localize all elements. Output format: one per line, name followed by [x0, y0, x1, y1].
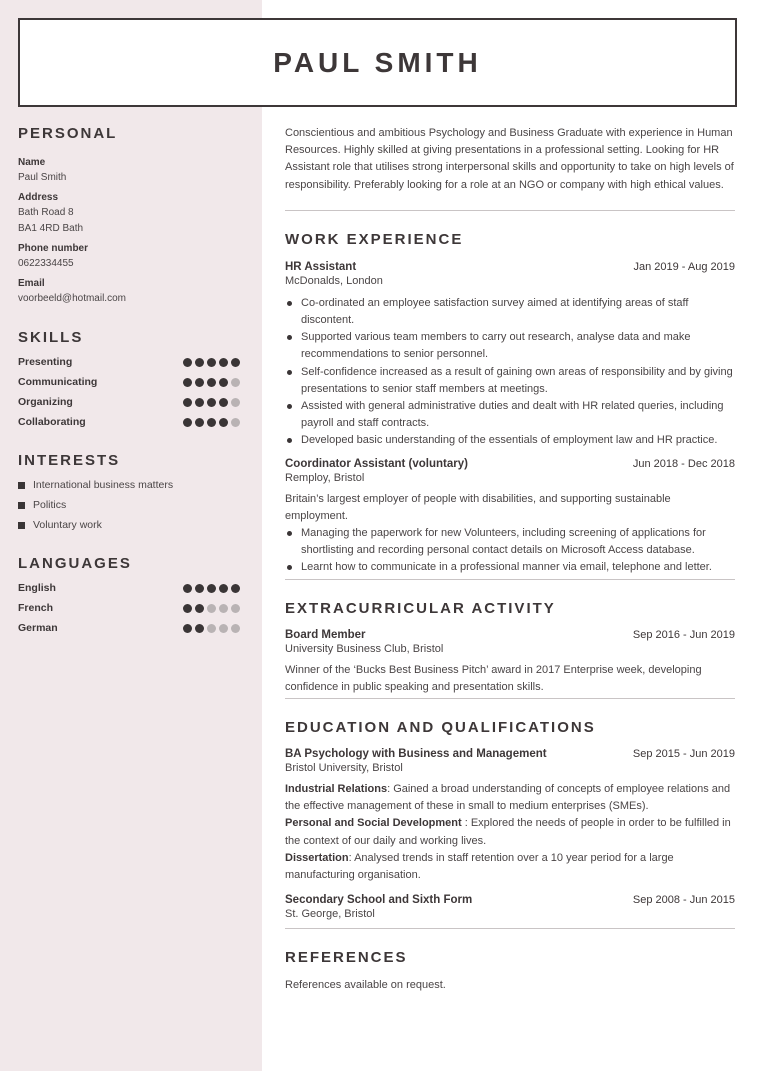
list-item: Supported various team members to carry out research, analyse data and make recommendations to senior personnel.: [285, 329, 735, 363]
main-content: [285, 125, 735, 994]
rating-dot-filled: [219, 418, 228, 427]
rating-dot-filled: [207, 378, 216, 387]
square-bullet-icon: [18, 502, 25, 509]
skill-row: [18, 352, 240, 372]
rating-dot-filled: [195, 378, 204, 387]
education-title: EDUCATION AND QUALIFICATIONS: [285, 719, 596, 737]
language-label: English: [18, 582, 56, 594]
personal-email: [18, 277, 240, 307]
phone-value: 0622334455: [18, 258, 74, 269]
divider: [285, 579, 735, 580]
degree-module: Dissertation: Analysed trends in staff retention over a 10 year period for a large manufacturing organisation.: [285, 851, 674, 882]
phone-label: Phone number: [18, 243, 89, 254]
job-date: Jan 2019 - Aug 2019: [633, 260, 735, 273]
skills-title: SKILLS: [18, 329, 84, 346]
job-org: McDonalds, London: [285, 274, 383, 287]
rating-dot-filled: [195, 398, 204, 407]
degree-date: Sep 2015 - Jun 2019: [632, 748, 735, 761]
skill-row: [18, 392, 240, 412]
interest-item: Voluntary work: [18, 515, 240, 535]
job-org: Remploy, Bristol: [285, 471, 365, 484]
rating-dot-empty: [231, 624, 240, 633]
degree-title: BA Psychology with Business and Management: [285, 748, 547, 761]
address-label: Address: [18, 192, 59, 203]
language-rating: [183, 624, 240, 633]
rating-dot-empty: [231, 418, 240, 427]
skill-label: Communicating: [18, 376, 98, 388]
divider: [285, 698, 735, 699]
degree-module: Personal and Social Development : Explored the needs of people in order to be fulfilled in the context of our daily and working lives.: [285, 817, 731, 847]
personal-address: [18, 191, 240, 237]
rating-dot-empty: [231, 398, 240, 407]
rating-dot-filled: [183, 418, 192, 427]
rating-dot-filled: [183, 624, 192, 633]
divider: [285, 210, 735, 211]
interests-title: INTERESTS: [18, 452, 121, 469]
degree-org: Bristol University, Bristol: [285, 762, 403, 775]
activity-date: Sep 2016 - Jun 2019: [632, 628, 735, 641]
references-text: References available on request.: [285, 979, 446, 992]
square-bullet-icon: [18, 482, 25, 489]
rating-dot-filled: [183, 584, 192, 593]
language-row: [18, 598, 240, 618]
job-title: HR Assistant: [285, 260, 357, 273]
rating-dot-filled: [195, 418, 204, 427]
language-label: German: [18, 622, 58, 634]
interests-list: [18, 475, 240, 535]
rating-dot-filled: [207, 418, 216, 427]
skill-label: Presenting: [18, 356, 73, 368]
square-bullet-icon: [18, 522, 25, 529]
rating-dot-filled: [219, 584, 228, 593]
extracurricular-title: EXTRACURRICULAR ACTIVITY: [285, 599, 556, 617]
activity-role: Board Member: [285, 628, 366, 641]
divider: [285, 928, 735, 929]
profile-summary: Conscientious and ambitious Psychology and Business Graduate with experience in Human Resources. Highly skilled at giving presentations in a professional setting. Looking for HR Assistant role that utilises strong interpersonal skills and opportunity to take on high levels of responsibility. Preferably looking for a role at an NGO or company with high ethical values.: [285, 127, 734, 191]
rating-dot-filled: [183, 378, 192, 387]
rating-dot-empty: [219, 604, 228, 613]
skill-label: Organizing: [18, 396, 73, 408]
school-date: Sep 2008 - Jun 2015: [632, 894, 735, 907]
name-header: [18, 18, 737, 107]
language-row: [18, 618, 240, 638]
sidebar: [18, 125, 240, 638]
language-row: [18, 578, 240, 598]
email-label: Email: [18, 278, 45, 289]
rating-dot-filled: [183, 604, 192, 613]
candidate-name: PAUL SMITH: [273, 46, 482, 78]
name-value: Paul Smith: [18, 172, 67, 183]
job-date: Jun 2018 - Dec 2018: [632, 457, 735, 470]
email-value: voorbeeld@hotmail.com: [18, 293, 126, 304]
activity-entry: [285, 629, 735, 696]
skill-rating: [183, 358, 240, 367]
rating-dot-empty: [231, 604, 240, 613]
rating-dot-filled: [207, 584, 216, 593]
language-rating: [183, 584, 240, 593]
job-intro: Britain’s largest employer of people with disabilities, and supporting sustainable employment.: [285, 492, 671, 522]
list-item: Self-confidence increased as a result of gaining own areas of responsibility and by giving presentations to senior staff members at meetings.: [285, 364, 735, 398]
language-label: French: [18, 602, 54, 614]
activity-desc: Winner of the ‘Bucks Best Business Pitch’ award in 2017 Enterprise week, developing confidence in public speaking and presentation skills.: [285, 663, 702, 693]
skill-row: [18, 372, 240, 392]
languages-title: LANGUAGES: [18, 555, 132, 572]
skill-rating: [183, 398, 240, 407]
work-title: WORK EXPERIENCE: [285, 230, 464, 248]
list-item: Developed basic understanding of the essentials of employment law and HR practice.: [285, 432, 735, 449]
degree-module: Industrial Relations: Gained a broad understanding of concepts of employee relations and the effective management of these in small to medium enterprises (SMEs).: [285, 783, 731, 813]
personal-name: [18, 156, 240, 186]
rating-dot-empty: [219, 624, 228, 633]
rating-dot-filled: [231, 358, 240, 367]
job-entry: [285, 261, 735, 450]
job-title: Coordinator Assistant (voluntary): [285, 457, 468, 470]
job-bullets: [285, 525, 735, 577]
list-item: Learnt how to communicate in a professional manner via email, telephone and letter.: [285, 559, 735, 576]
personal-phone: [18, 242, 240, 272]
rating-dot-filled: [219, 378, 228, 387]
list-item: Co-ordinated an employee satisfaction survey aimed at identifying areas of staff discontent.: [285, 295, 735, 329]
rating-dot-filled: [195, 358, 204, 367]
school-title: Secondary School and Sixth Form: [285, 894, 473, 907]
rating-dot-filled: [195, 584, 204, 593]
name-label: Name: [18, 157, 46, 168]
languages-list: [18, 578, 240, 638]
language-rating: [183, 604, 240, 613]
skills-list: [18, 352, 240, 432]
skill-row: [18, 412, 240, 432]
interest-item: Politics: [18, 495, 240, 515]
job-entry: [285, 458, 735, 577]
skill-label: Collaborating: [18, 416, 86, 428]
list-item: Assisted with general administrative duties and dealt with HR related queries, including payroll and staff contracts.: [285, 398, 735, 432]
activity-org: University Business Club, Bristol: [285, 642, 444, 655]
rating-dot-filled: [219, 398, 228, 407]
rating-dot-filled: [207, 358, 216, 367]
rating-dot-filled: [195, 624, 204, 633]
job-bullets: [285, 295, 735, 450]
personal-title: PERSONAL: [18, 125, 118, 142]
skill-rating: [183, 378, 240, 387]
rating-dot-filled: [195, 604, 204, 613]
skill-rating: [183, 418, 240, 427]
school-org: St. George, Bristol: [285, 908, 375, 921]
rating-dot-empty: [207, 604, 216, 613]
address-line1: Bath Road 8: [18, 207, 74, 218]
list-item: Managing the paperwork for new Volunteers, including screening of applications for shortlisting and recording personal contact details on Microsoft Access database.: [285, 525, 735, 559]
rating-dot-empty: [207, 624, 216, 633]
rating-dot-filled: [219, 358, 228, 367]
education-entry: [285, 748, 735, 884]
rating-dot-filled: [231, 584, 240, 593]
rating-dot-empty: [231, 378, 240, 387]
rating-dot-filled: [183, 398, 192, 407]
interest-item: International business matters: [18, 475, 240, 495]
education-entry: [285, 894, 735, 922]
address-line2: BA1 4RD Bath: [18, 223, 84, 234]
rating-dot-filled: [207, 398, 216, 407]
references-title: REFERENCES: [285, 949, 408, 967]
rating-dot-filled: [183, 358, 192, 367]
